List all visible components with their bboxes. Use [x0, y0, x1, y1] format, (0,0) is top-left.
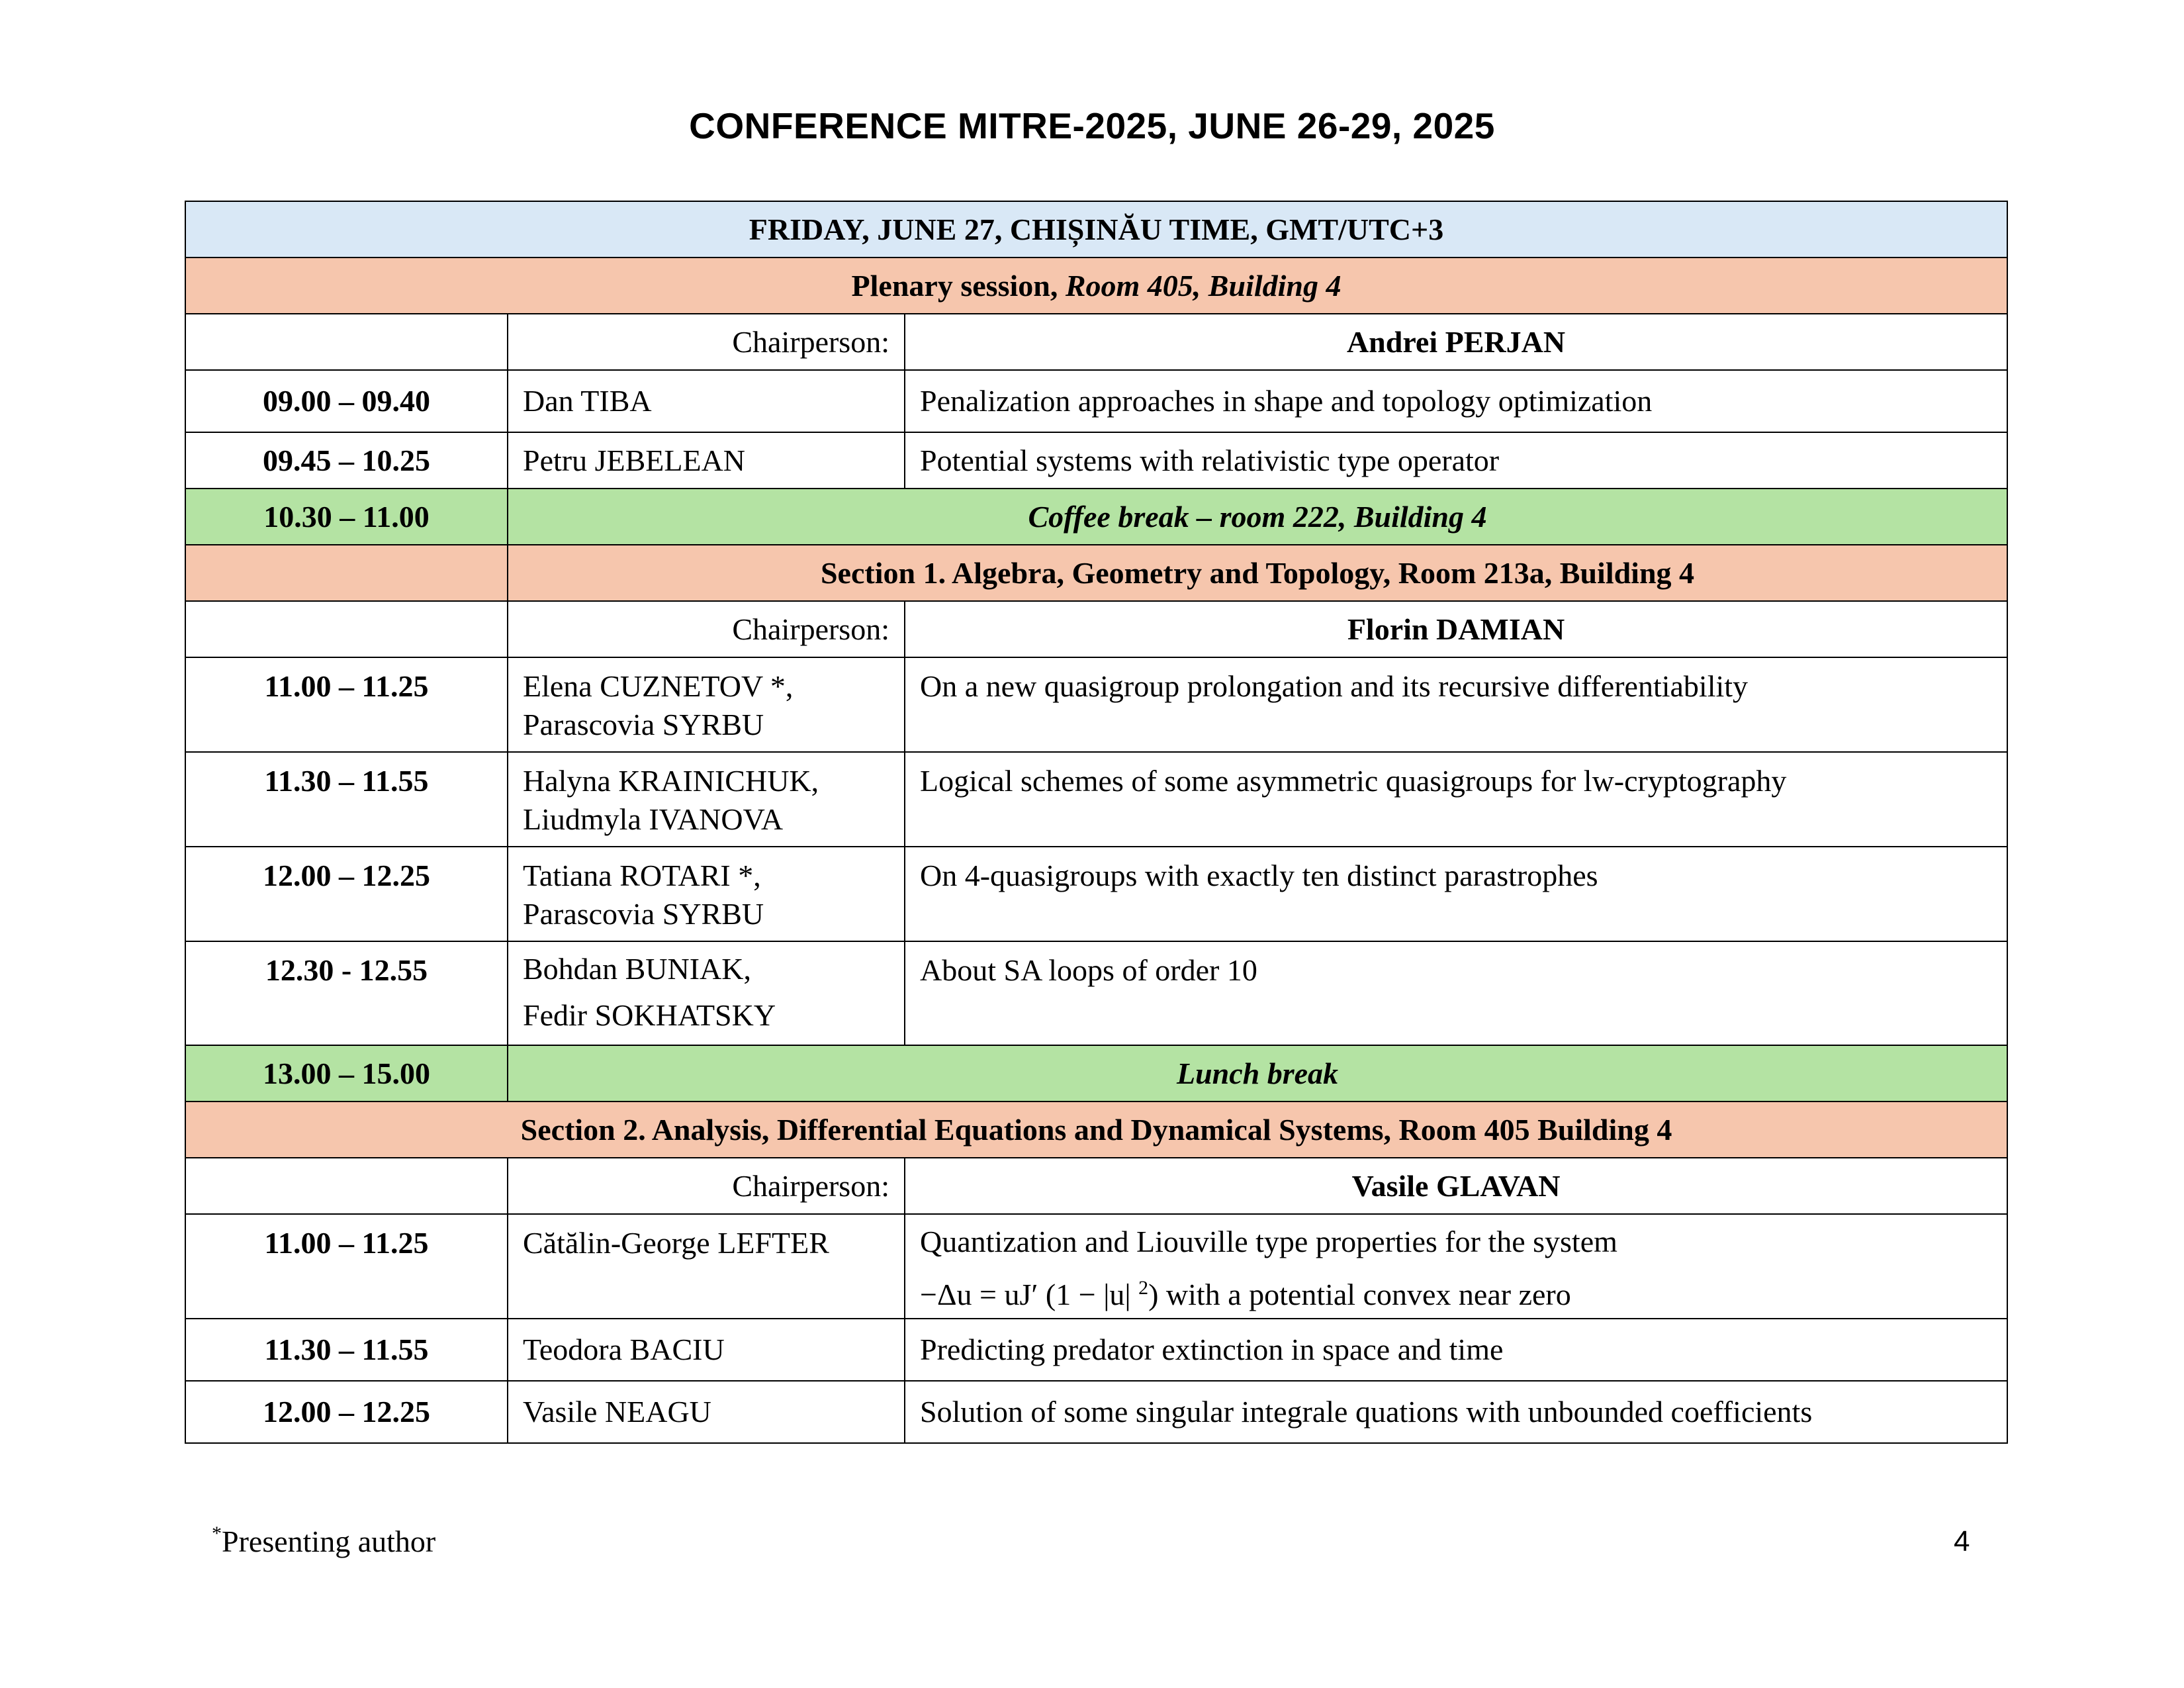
break-row — [185, 1045, 2007, 1102]
talk-time: 09.00 – 09.40 — [185, 370, 508, 432]
talk-title: Logical schemes of some asymmetric quasigroups for lw-cryptography — [905, 752, 2007, 847]
chair-row — [185, 314, 2007, 370]
section2-header: Section 2. Analysis, Differential Equations and Dynamical Systems, Room 405 Building 4 — [185, 1102, 2007, 1158]
talk-time: 11.00 – 11.25 — [185, 1214, 508, 1319]
footnote-text: Presenting author — [222, 1524, 436, 1558]
talk-speakers: Petru JEBELEAN — [508, 432, 905, 489]
chair-label: Chairperson: — [508, 314, 905, 370]
talk-title: On a new quasigroup prolongation and its recursive differentiability — [905, 657, 2007, 752]
talk-title: Solution of some singular integrale quations with unbounded coefficients — [905, 1381, 2007, 1443]
talk-title: About SA loops of order 10 — [905, 941, 2007, 1045]
talk-title: Potential systems with relativistic type operator — [905, 432, 2007, 489]
talk-row — [185, 1214, 2007, 1319]
talk-title — [905, 1214, 2007, 1319]
chair-row — [185, 601, 2007, 657]
talk-speakers — [508, 752, 905, 847]
chair-label: Chairperson: — [508, 1158, 905, 1214]
speaker: Parascovia SYRBU — [523, 708, 764, 741]
footnote-marker: * — [212, 1523, 222, 1544]
section-header-row — [185, 1102, 2007, 1158]
talk-row — [185, 1319, 2007, 1381]
talk-row — [185, 657, 2007, 752]
empty-cell — [185, 545, 508, 601]
talk-time: 11.30 – 11.55 — [185, 1319, 508, 1381]
chair-label: Chairperson: — [508, 601, 905, 657]
page-title: CONFERENCE MITRE-2025, JUNE 26-29, 2025 — [689, 105, 1495, 146]
plenary-label: Plenary session, — [851, 268, 1058, 303]
speaker: Tatiana ROTARI *, — [523, 859, 761, 892]
empty-cell — [185, 314, 508, 370]
talk-row — [185, 752, 2007, 847]
speaker: Liudmyla IVANOVA — [523, 802, 784, 836]
talk-title: Penalization approaches in shape and topology optimization — [905, 370, 2007, 432]
talk-row — [185, 847, 2007, 941]
speaker: Elena CUZNETOV *, — [523, 669, 794, 703]
talk-row — [185, 1381, 2007, 1443]
formula-part: −Δu = uJ′ (1 − |u| — [920, 1278, 1139, 1311]
speaker: Fedir SOKHATSKY — [523, 998, 776, 1032]
chair-name: Vasile GLAVAN — [905, 1158, 2007, 1214]
formula-rest: ) with a potential convex near zero — [1148, 1278, 1571, 1311]
speaker: Halyna KRAINICHUK, — [523, 764, 819, 798]
day-header-row — [185, 201, 2007, 258]
talk-speakers: Dan TIBA — [508, 370, 905, 432]
empty-cell — [185, 1158, 508, 1214]
talk-row — [185, 370, 2007, 432]
chair-name: Florin DAMIAN — [905, 601, 2007, 657]
talk-speakers: Vasile NEAGU — [508, 1381, 905, 1443]
schedule-table — [185, 201, 2008, 1444]
talk-time: 11.00 – 11.25 — [185, 657, 508, 752]
talk-speakers: Teodora BACIU — [508, 1319, 905, 1381]
speaker: Parascovia SYRBU — [523, 897, 764, 931]
day-header: FRIDAY, JUNE 27, CHIȘINĂU TIME, GMT/UTC+3 — [185, 201, 2007, 258]
formula-exponent: 2 — [1138, 1277, 1149, 1299]
talk-time: 11.30 – 11.55 — [185, 752, 508, 847]
page-number: 4 — [1954, 1525, 1970, 1558]
talk-time: 12.30 - 12.55 — [185, 941, 508, 1045]
talk-title: Predicting predator extinction in space and time — [905, 1319, 2007, 1381]
title-line: Quantization and Liouville type properties for the system — [920, 1225, 1617, 1258]
session-header-row — [185, 258, 2007, 314]
chair-name: Andrei PERJAN — [905, 314, 2007, 370]
break-label: Lunch break — [508, 1045, 2007, 1102]
speaker: Bohdan BUNIAK, — [523, 952, 751, 986]
break-label: Coffee break – room 222, Building 4 — [508, 489, 2007, 545]
break-time: 13.00 – 15.00 — [185, 1045, 508, 1102]
talk-speakers: Cătălin-George LEFTER — [508, 1214, 905, 1319]
section1-header: Section 1. Algebra, Geometry and Topology, Room 213a, Building 4 — [508, 545, 2007, 601]
section-header-row — [185, 545, 2007, 601]
footnote — [212, 1523, 435, 1559]
talk-title: On 4-quasigroups with exactly ten distinct parastrophes — [905, 847, 2007, 941]
title-line — [920, 1265, 1992, 1318]
talk-speakers — [508, 941, 905, 1045]
talk-time: 12.00 – 12.25 — [185, 1381, 508, 1443]
talk-speakers — [508, 847, 905, 941]
break-time: 10.30 – 11.00 — [185, 489, 508, 545]
break-row — [185, 489, 2007, 545]
talk-row — [185, 941, 2007, 1045]
plenary-location: Room 405, Building 4 — [1065, 268, 1342, 303]
plenary-header — [185, 258, 2007, 314]
talk-time: 09.45 – 10.25 — [185, 432, 508, 489]
empty-cell — [185, 601, 508, 657]
chair-row — [185, 1158, 2007, 1214]
talk-time: 12.00 – 12.25 — [185, 847, 508, 941]
talk-speakers — [508, 657, 905, 752]
talk-row — [185, 432, 2007, 489]
